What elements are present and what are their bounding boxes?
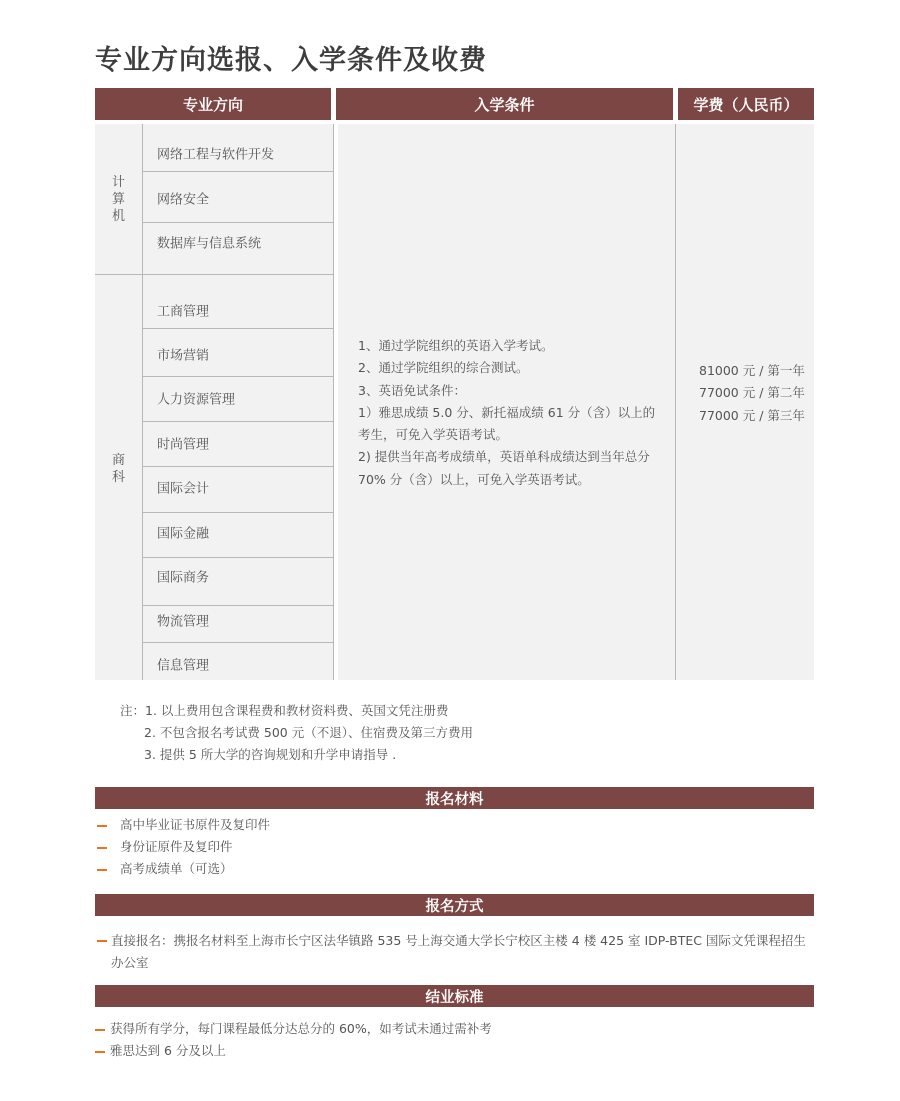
fee-line: 81000 元 / 第一年	[699, 363, 805, 378]
list-item: 身份证原件及复印件	[97, 836, 270, 858]
list-item: 直接报名：携报名材料至上海市长宁区法华镇路 535 号上海交通大学长宁校区主楼 4 楼 425 室 IDP-BTEC 国际文凭课程招生办公室	[97, 930, 817, 974]
header-major: 专业方向	[95, 88, 331, 120]
fee-line: 77000 元 / 第三年	[699, 407, 805, 423]
row-divider	[142, 376, 333, 377]
graduation-list	[95, 1018, 492, 1062]
major-item: 时尚管理	[157, 437, 210, 453]
section-header-method: 报名方式	[95, 894, 814, 916]
dash-bullet-icon	[97, 940, 107, 942]
program-table	[95, 124, 814, 680]
category-computer: 计算机	[111, 175, 125, 224]
dash-bullet-icon	[97, 847, 107, 849]
header-requirements: 入学条件	[336, 88, 673, 120]
section-header-materials: 报名材料	[95, 787, 814, 809]
header-fee: 学费（人民币）	[678, 88, 814, 120]
major-item: 物流管理	[157, 614, 210, 630]
major-item: 市场营销	[157, 348, 210, 364]
major-item: 工商管理	[157, 304, 210, 320]
major-item: 国际商务	[157, 570, 210, 586]
requirement-line: 1、通过学院组织的英语入学考试。	[358, 338, 554, 353]
major-item: 国际会计	[157, 481, 210, 497]
admission-requirements	[358, 335, 658, 491]
major-item: 网络工程与软件开发	[157, 147, 275, 163]
category-business: 商科	[111, 453, 125, 485]
column-divider	[142, 124, 143, 680]
method-list	[97, 930, 817, 974]
row-divider	[142, 557, 333, 558]
row-divider	[142, 421, 333, 422]
list-item: 获得所有学分，每门课程最低分达总分的 60%，如考试未通过需补考	[95, 1018, 492, 1040]
materials-list	[97, 814, 270, 880]
row-divider	[142, 642, 333, 643]
dash-bullet-icon	[97, 825, 107, 827]
major-item: 人力资源管理	[157, 392, 236, 408]
row-divider	[142, 466, 333, 467]
requirement-line: 3、英语免试条件：	[358, 382, 466, 398]
row-divider	[142, 512, 333, 513]
list-item: 雅思达到 6 分及以上	[95, 1040, 492, 1062]
row-divider	[142, 222, 333, 223]
column-divider	[675, 124, 676, 680]
note-line: 2. 不包含报名考试费 500 元（不退）、住宿费及第三方费用	[144, 725, 473, 740]
tuition-fees	[699, 360, 805, 427]
major-item: 数据库与信息系统	[157, 236, 262, 252]
row-divider	[142, 605, 333, 606]
page-title: 专业方向选报、入学条件及收费	[95, 45, 487, 76]
fee-notes	[120, 700, 473, 766]
list-item: 高考成绩单（可选）	[97, 858, 270, 880]
dash-bullet-icon	[95, 1051, 105, 1053]
requirement-line: 1）雅思成绩 5.0 分、新托福成绩 61 分（含）以上的考生，可免入学英语考试。	[358, 404, 656, 443]
row-divider	[142, 171, 333, 172]
note-line: 3. 提供 5 所大学的咨询规划和升学申请指导 .	[144, 747, 397, 762]
list-item: 高中毕业证书原件及复印件	[97, 814, 270, 836]
column-gap	[334, 124, 338, 680]
fee-line: 77000 元 / 第二年	[699, 385, 805, 401]
requirement-line: 2、通过学院组织的综合测试。	[358, 360, 529, 376]
row-divider	[142, 328, 333, 329]
major-item: 信息管理	[157, 658, 210, 674]
note-line: 注：1. 以上费用包含课程费和教材资料费、英国文凭注册费	[120, 703, 449, 718]
section-header-graduation: 结业标准	[95, 985, 814, 1007]
requirement-line: 2) 提供当年高考成绩单，英语单科成绩达到当年总分 70% 分（含）以上，可免入学英语考试。	[358, 449, 650, 487]
major-item: 国际金融	[157, 526, 210, 542]
major-item: 网络安全	[157, 192, 210, 208]
category-divider	[95, 274, 333, 275]
dash-bullet-icon	[97, 869, 107, 871]
dash-bullet-icon	[95, 1029, 105, 1031]
